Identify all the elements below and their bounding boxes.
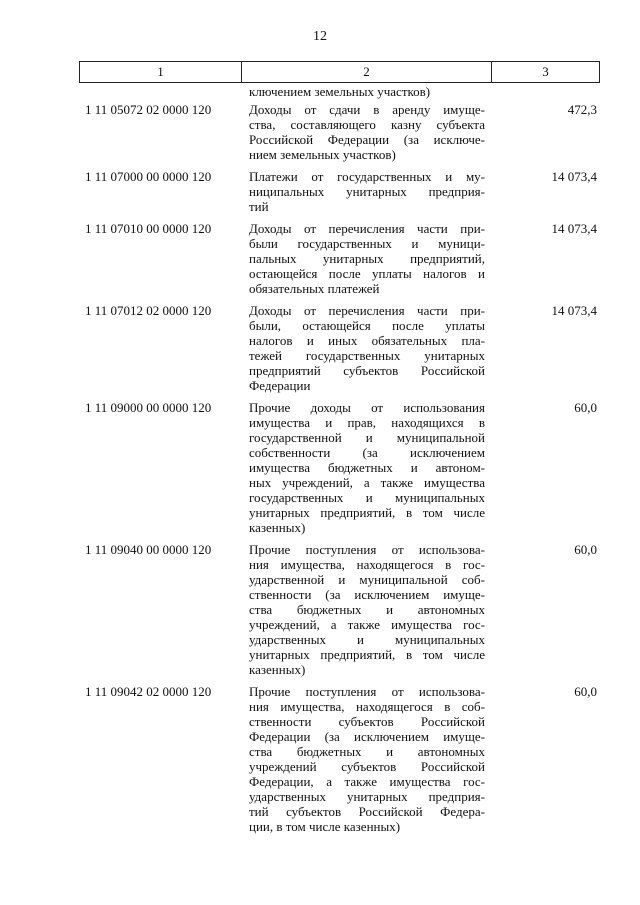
- row-name-line: Российской Федерации (за исключе-: [249, 132, 485, 147]
- row-name-line: обязательных платежей: [249, 281, 380, 296]
- row-name-line: ства бюджетных и автономных: [249, 602, 485, 617]
- row-name-line: предприятий субъектов Российской: [249, 363, 485, 378]
- row-code: 1 11 07000 00 0000 120: [85, 169, 212, 184]
- table-row: [79, 102, 600, 162]
- row-name-line: налогов и иных обязательных пла-: [249, 333, 485, 348]
- row-name-line: пальных унитарных предприятий,: [249, 251, 485, 266]
- row-code: 1 11 09042 02 0000 120: [85, 684, 212, 699]
- row-code: 1 11 09000 00 0000 120: [85, 400, 212, 415]
- row-code: 1 11 05072 02 0000 120: [85, 102, 212, 117]
- row-name-line: Федерации: [249, 378, 311, 393]
- row-name-line: государственной и муниципальной: [249, 430, 485, 445]
- row-name-line: нием земельных участков): [249, 147, 396, 162]
- row-name-line: имущества бюджетных и автоном-: [249, 460, 485, 475]
- page-number: 12: [313, 29, 327, 44]
- row-value: 60,0: [574, 400, 597, 415]
- table-row: [79, 221, 600, 296]
- row-name-line: Прочие поступления от использова-: [249, 542, 485, 557]
- row-name: [241, 684, 491, 834]
- row-name-line: Прочие поступления от использова-: [249, 684, 485, 699]
- row-name-line: учреждений субъектов Российской: [249, 759, 485, 774]
- row-name-line: остающейся после уплаты налогов и: [249, 266, 485, 281]
- row-name-line: ниципальных унитарных предприя-: [249, 184, 485, 199]
- row-name: [241, 542, 491, 677]
- row-name-line: ства, составляющего казну субъекта: [249, 117, 485, 132]
- table-row: [79, 303, 600, 393]
- table-row: [79, 542, 600, 677]
- table-row: [79, 169, 600, 214]
- row-code: [79, 84, 241, 99]
- row-name-line: тий субъектов Российской Федера-: [249, 804, 485, 819]
- table-header: [79, 61, 600, 83]
- row-value: 472,3: [567, 102, 597, 117]
- row-value: 14 073,4: [551, 303, 597, 318]
- row-code: 1 11 09040 00 0000 120: [85, 542, 212, 557]
- row-name-line: Доходы от перечисления части при-: [249, 303, 485, 318]
- row-name-line: ударственной и муниципальной соб-: [249, 572, 485, 587]
- row-name-line: были государственных и муници-: [249, 236, 485, 251]
- row-code: 1 11 07010 00 0000 120: [85, 221, 212, 236]
- row-name-line: ния имущества, находящегося в соб-: [249, 699, 485, 714]
- row-name-line: ударственных и муниципальных: [249, 632, 485, 647]
- row-name: [241, 102, 491, 162]
- row-name-line: ственности (за исключением имуще-: [249, 587, 485, 602]
- row-name: [241, 169, 491, 214]
- row-name-line: ния имущества, находящегося в гос-: [249, 557, 485, 572]
- row-value: 14 073,4: [551, 221, 597, 236]
- row-name-line: ных учреждений, а также имущества: [249, 475, 485, 490]
- column-header-3: 3: [542, 64, 549, 79]
- row-name-line: были, остающейся после уплаты: [249, 318, 485, 333]
- row-name: [241, 303, 491, 393]
- row-value: 60,0: [574, 684, 597, 699]
- row-name-line: Федерации (за исключением имуще-: [249, 729, 485, 744]
- row-name-line: ударственных унитарных предприя-: [249, 789, 485, 804]
- column-header-1: 1: [80, 62, 242, 82]
- row-value: 60,0: [574, 542, 597, 557]
- continuation-row: [79, 84, 600, 99]
- row-name: [241, 84, 491, 99]
- row-name-line: Доходы от перечисления части при-: [249, 221, 485, 236]
- row-name-line: ственности субъектов Российской: [249, 714, 485, 729]
- row-name-line: ства бюджетных и автономных: [249, 744, 485, 759]
- row-name-line: собственности (за исключением: [249, 445, 485, 460]
- row-name-line: учреждений, а также имущества гос-: [249, 617, 485, 632]
- row-name: [241, 400, 491, 535]
- row-name-line: государственных и муниципальных: [249, 490, 485, 505]
- row-name-line: Федерации, а также имущества гос-: [249, 774, 485, 789]
- row-name-line: Платежи от государственных и му-: [249, 169, 485, 184]
- row-name-line: Доходы от сдачи в аренду имуще-: [249, 102, 485, 117]
- row-name-line: ции, в том числе казенных): [249, 819, 401, 834]
- row-name-line: имущества и прав, находящихся в: [249, 415, 485, 430]
- row-name-line: ключением земельных участков): [249, 84, 431, 99]
- table-body: [79, 84, 600, 834]
- row-value: 14 073,4: [551, 169, 597, 184]
- row-name-line: унитарных предприятий, в том числе: [249, 647, 485, 662]
- row-value: [491, 84, 600, 99]
- row-name-line: казенных): [249, 520, 306, 535]
- row-name: [241, 221, 491, 296]
- row-name-line: казенных): [249, 662, 306, 677]
- row-name-line: унитарных предприятий, в том числе: [249, 505, 485, 520]
- table-row: [79, 400, 600, 535]
- row-name-line: тежей государственных унитарных: [249, 348, 485, 363]
- row-name-line: тий: [249, 199, 269, 214]
- row-code: 1 11 07012 02 0000 120: [85, 303, 212, 318]
- column-header-2: 2: [242, 62, 492, 82]
- table-row: [79, 684, 600, 834]
- row-name-line: Прочие доходы от использования: [249, 400, 485, 415]
